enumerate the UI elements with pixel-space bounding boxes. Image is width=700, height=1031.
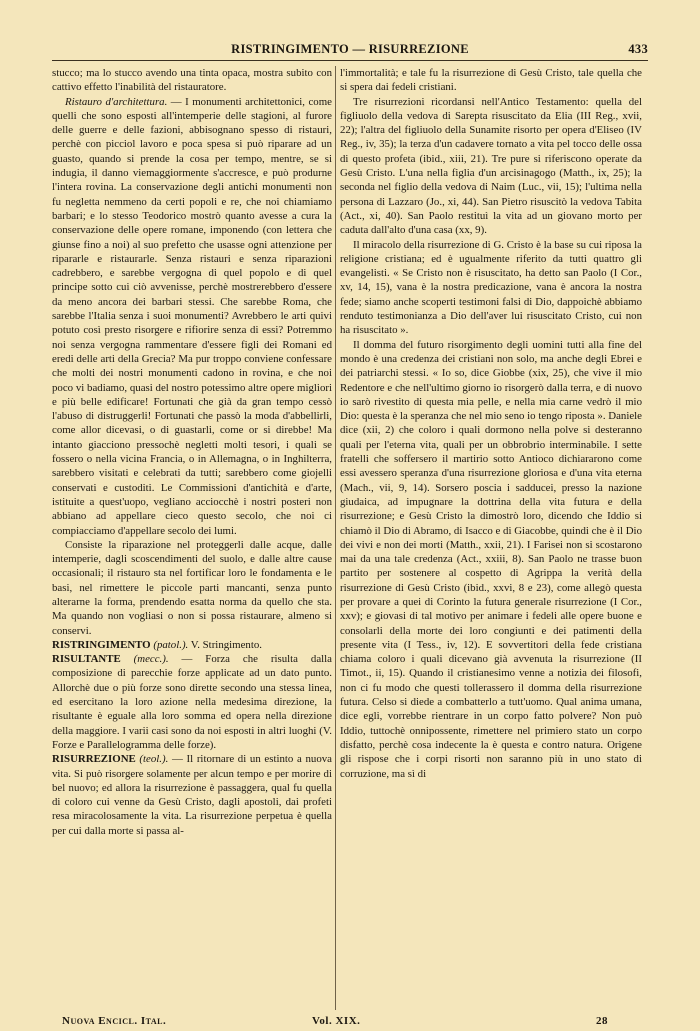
paragraph: Tre risurrezioni ricordansi nell'Antico Testamento: quella del figliuolo della vedova di Sarepta risuscitato da Elia (III Reg., xvii, 22); l'altra del figliuolo della Sunamite risorto per opera d'Eliseo (IV Reg., iv, 35); la terza d'un cadavere tornato a vita pel tocco delle ossa di questo profeta (ibid., xiii, 21). Tre pure si riferiscono operate da Gesù Cristo. L'una nella figlia d'un arcisinagogo (Matth., ix, 25); la seconda nel figlio della vedova di Naim (Luc., vii, 15); l'ultima nella persona di Lazzaro (Jo., xi, 44). San Pietro risuscitò la vedova Tabita (Act., xi, 40). San Paolo restituì la vita ad un giovano morto per caduta dall'alto d'una casa (xx, 9). (340, 95, 642, 237)
entry-risurrezione: RISURREZIONE (teol.). — Il ritornare di un estinto a nuova vita. Si può risorgere solamente per alcun tempo e per morire di bel nuovo; ed allora la risurrezione è passaggera, qual fu quella di coloro cui venne da Gesù Cristo, dagli apostoli, dai profeti resa miracolosamente la vita. La risurrezione perpetua è quella per cui dalla morte si passa al- (52, 753, 332, 837)
page-number: 433 (628, 42, 648, 56)
running-header (52, 38, 648, 61)
paragraph: Il domma del futuro risorgimento degli uomini tutti alla fine del mondo è una credenza dei cristiani non solo, ma anche degli Ebrei e dei patriarchi stessi. « Io so, dice Giobbe (xix, 25), che vive il mio Redentore e che nell'ultimo giorno io risorgerò dalla terra, e di nuovo io sarò rivestito di questa mia pelle, e nella mia carne vedrò il mio Dio: questa è la speranza che nel mio seno io tengo riposta ». Daniele dice (xii, 2) che coloro i quali dormono nella polve si desteranno quali per l'eterna vita, quali per un obbrobrio interminabile. I sette fratelli che soffersero il martirio sotto Antioco dichiararono come essi avessero speranza d'una risurrezione gloriosa e d'una vita eterna (Mach., vii, 9, 14). Sorsero poscia i sadducei, presso la nazione giudaica, ad impugnare la dottrina della vita futura e della risurrezione; e Gesù Cristo la dimostrò loro, dicendo che Iddio si chiamò il Dio di Abramo, di Isacco e di Giacobbe, quindi che è il Dio dei vivi e non dei morti (Matth., xxii, 21). I Farisei non si scostarono mai da una tale credenza (Act., xxiii, 8). San Paolo ne trasse buon partito per sostenere al cospetto di Agrippa la verità della risurrezione di Gesù Cristo (ibid., xxvi, 8 e 23), come allegò questa per provare a quei di Corinto la futura generale risurrezione (I Cor., xxv); e giovasi di tal motivo per animare i fedeli alle opere buone e consolarli della morte dei loro congiunti e dei patimenti della presente vita (I Tess., iv, 12). E sovvertitori della fede cristiana chiama coloro i quali dicevano già avvenuta la risurrezione (II Timot., ii, 15). Quando il cristianesimo venne a notizia dei filosofi, non ci fu modo che questi tollerassero il domma della risurrezione futura. Celso si diede a combatterlo a tutt'uomo. Qual anima umana, dice egli, vorrebbe rientrare in un corpo fatto polvere? Non può Iddio, tuttochè onnipossente, rimettere nel primiero stato un corpo disfatto, perchè cosa indecente la è questa e contro natura. Origene gli rispose che i corpi risorti non saranno più in uno stato di corruzione, ma sì di (340, 338, 642, 780)
entry-headword: RISULTANTE (52, 653, 121, 666)
footer-volume: Vol. XIX. (312, 1015, 361, 1027)
right-column (340, 66, 642, 1012)
header-title: RISTRINGIMENTO — RISURREZIONE (231, 42, 469, 56)
entry-category: (patol.). (150, 638, 189, 651)
left-column (52, 66, 332, 1012)
entry-headword: RISTRINGIMENTO (52, 638, 151, 651)
entry-headword: RISURREZIONE (52, 753, 136, 766)
entry-category: (mecc.). (120, 653, 169, 666)
entry-ristringimento: RISTRINGIMENTO (patol.). V. Stringimento. (52, 638, 262, 651)
paragraph: Il miracolo della risurrezione di G. Cristo è la base su cui riposa la religione cristiana; ed è ugualmente riferito da tutti quattro gli evangelisti. « Se Cristo non è risuscitato, ha detto san Paolo (I Cor., xv, 14, 15), vana è la nostra predicazione, vana è ancora la nostra fede; siamo anche scoperti testimoni falsi di Dio, dappoichè abbiamo renduto testimonianza a Dio dell'aver lui risuscitato Cristo, cui non ha risuscitato ». (340, 238, 642, 337)
subsection-heading: Ristauro d'architettura. (65, 95, 168, 108)
paragraph: stucco; ma lo stucco avendo una tinta opaca, mostra subito con cattivo effetto l'inabilità del ristauratore. (52, 67, 332, 94)
paragraph: Consiste la riparazione nel proteggerli dalle acque, dalle intemperie, dagli scoscendimenti del suolo, e dalle altre cause occasionali; il ristauro sta nel fortificar loro le fondamenta e le basi, nel rimettere le piccole parti mancanti, senza punto alterarne la forma, prendendo esatta norma da quello che sta. Ma quando non vogliasi o non si possa ristaurare, almeno si conservi. (52, 538, 332, 637)
entry-category: (teol.). (135, 753, 169, 766)
paragraph: l'immortalità; e tale fu la risurrezione di Gesù Cristo, tale quella che si spera dai fedeli cristiani. (340, 67, 642, 94)
paragraph: Ristauro d'architettura. — I monumenti architettonici, come quelli che sono esposti all'intemperie delle stagioni, al furore delle guerre e delle fazioni, abbisognano spesso di ristauri, perchè con picciol lavoro e poca spesa si può riparare ad un guasto, quando si prende la cosa per tempo, mentre, se si indugia, il danno viemaggiormente s'accresce, e può produrne l'intera rovina. La conservazione degli antichi monumenti non fu negletta nemmeno da certi popoli e re, che noi chiamiamo barbari; e lo stesso Teodorico mostrò quanto avesse a cura la conservazione delle opere romane, imponendo (con lettera che giunse fino a noi) al suo prefetto che usasse ogni attenzione per ripararle e ristaurarle. Senza ristauri e senza riparazioni cadrebbero, e sarebbe vergogna di quel popolo e di quel principe sotto cui ciò avvenisse, perchè mostrerebbero d'essere da meno ancora dei barbari stessi. Che sarebbe Roma, che sarebbe l'Italia senza i suoi monumenti? Avrebbero le arti quivi potuto così presto risorgere e rifiorire senza di essi? Potremmo noi senza vergogna rammentare d'essere figli dei Romani ed eredi delle arti della Grecia? Ma pur troppo conviene confessare che molti dei nostri monumenti cadono in rovina, e che noi poco vi badiamo, quasi del nostro potessimo altre opere migliori e più belle edificare! Fortunati che già da gran tempo cessò l'abuso di distruggerli! Fortunati che passò la moda d'abbellirli, come allor dicevasi, o di guastarli, come or si direbbe! Ma intanto giacciono pressochè negletti molti tesori, i quali se fossero o nella vicina Francia, o in Allemagna, o in Inghilterra, sarebbero visitati e celebrati da tutti; sarebbero come giojelli conservati e custoditi. Le Commissioni d'antichità e d'arte, istituite a quest'uopo, vegliano acciocchè i nostri posteri non abbiano ad appellare cieco questo secolo, che noi ci compiacciamo d'appellare secolo dei lumi. (52, 95, 332, 537)
page-footer (62, 1015, 608, 1029)
column-divider (335, 66, 336, 1010)
entry-risultante: RISULTANTE (mecc.). — Forza che risulta dalla composizione di parecchie forze applicate ad un dato punto. Allorchè due o più forze sono dirette secondo una stessa linea, ed esercitano la loro azione nella medesima direzione, la risultante è eguale alla loro somma ed opera nella direzione della maggiore. I varii casi sono da noi esposti in altri luoghi (V. Forze e Parallelogramma delle forze). (52, 653, 332, 751)
footer-signature: 28 (596, 1015, 608, 1027)
footer-publication: Nuova Encicl. Ital. (62, 1015, 167, 1027)
